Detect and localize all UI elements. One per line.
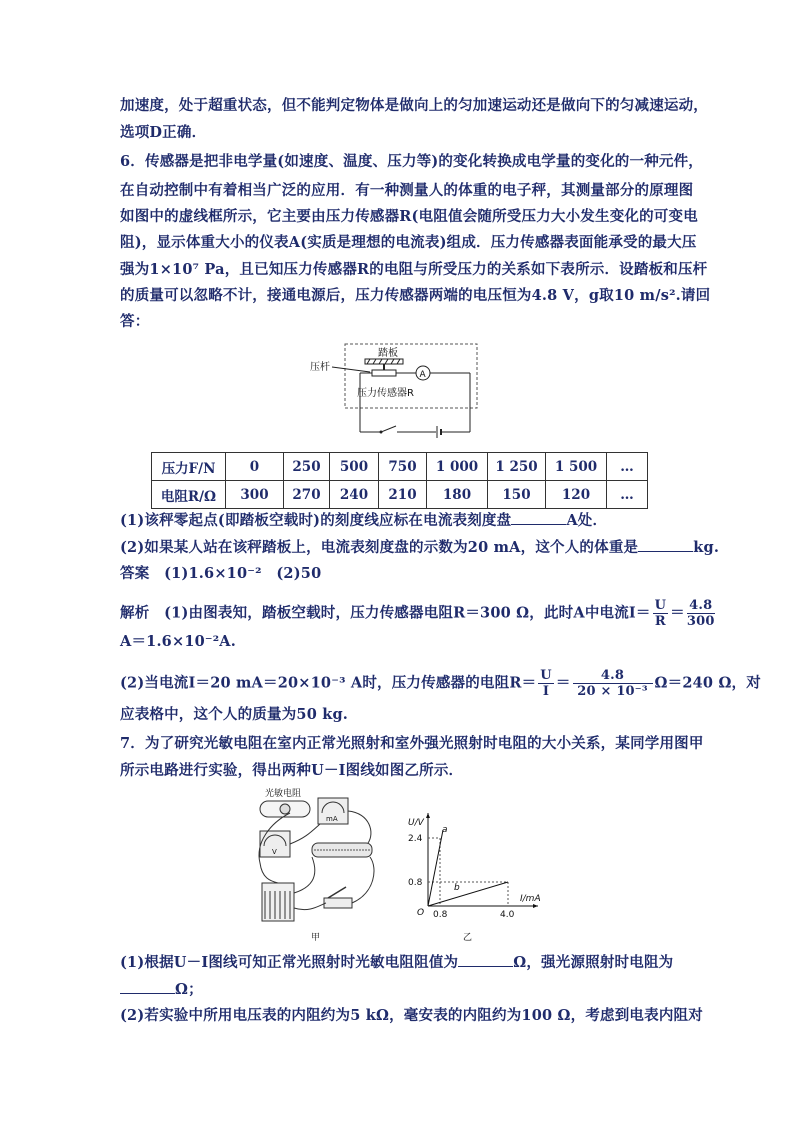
question-7-sub-1-cont [120, 979, 203, 1000]
question-6-line: 强为1×10⁷ Pa，且已知压力传感器R的电阻与所受压力的关系如下表所示．设踏板和压杆 [120, 261, 708, 278]
sub-text: Ω＝240 Ω，对 [654, 674, 761, 692]
question-7-line: 所示电路进行实验，得出两种U－I图线如图乙所示． [120, 762, 464, 779]
table-cell: … [607, 453, 648, 481]
line-a [428, 830, 443, 906]
table-cell: 1 500 [546, 453, 607, 481]
question-6-sub-1 [120, 510, 607, 531]
table-cell: 210 [379, 481, 427, 509]
table-cell: 300 [226, 481, 284, 509]
apparatus-figure [250, 783, 385, 943]
sub-text: A处． [566, 512, 608, 529]
sub-text: kg. [693, 539, 720, 556]
switch-icon [324, 898, 352, 908]
sub-text: Ω； [175, 981, 203, 998]
solution-line: 应表格中，这个人的质量为50 kg. [120, 706, 349, 723]
force-resistance-table [151, 452, 648, 509]
table-row [152, 453, 648, 481]
y-tick-label: 0.8 [408, 878, 423, 888]
question-6-line: 如图中的虚线框所示，它主要由压力传感器R(电阻值会随所受压力大小发生变化的可变电 [120, 208, 698, 225]
text-line: 加速度，处于超重状态，但不能判定物体是做向上的匀加速运动还是做向下的匀减速运动， [120, 97, 708, 114]
pedal-label: 踏板 [378, 348, 398, 359]
answer-blank [511, 510, 566, 525]
table-cell: 0 [226, 453, 284, 481]
table-cell: 180 [427, 481, 488, 509]
table-cell: 500 [330, 453, 379, 481]
table-cell: 压力F/N [152, 453, 226, 481]
sub-text: Ω，强光源照射时电阻为 [513, 954, 674, 971]
question-7-line: 7．为了研究光敏电阻在室内正常光照射和室外强光照射时电阻的大小关系，某同学用图甲 [120, 735, 704, 752]
ammeter-label: A [419, 370, 426, 380]
v-label: V [272, 848, 277, 856]
table-cell: 1 250 [488, 453, 546, 481]
photoresistor-label: 光敏电阻 [265, 789, 302, 799]
y-tick-label: 2.4 [408, 834, 423, 844]
sub-text: (2)如果某人站在该秤踏板上，电流表刻度盘的示数为20 mA，这个人的体重是 [120, 539, 639, 556]
answer-blank [120, 979, 175, 994]
table-cell: 240 [330, 481, 379, 509]
sub-text: 解析 (1)由图表知，踏板空载时，压力传感器电阻R＝300 Ω，此时A中电流I＝ [120, 604, 651, 622]
table-cell: 电阻R/Ω [152, 481, 226, 509]
x-tick-label: 0.8 [433, 910, 448, 920]
solution-line: A＝1.6×10⁻²A. [120, 633, 237, 650]
u-i-graph [398, 808, 543, 943]
table-cell: 750 [379, 453, 427, 481]
sub-text: (1)该秤零起点(即踏板空载时)的刻度线应标在电流表刻度盘 [120, 512, 512, 529]
question-6-line: 6．传感器是把非电学量(如速度、温度、压力等)的变化转换成电学量的变化的一种元件， [120, 153, 704, 170]
figure-caption-jia: 甲 [311, 933, 321, 943]
fraction: $\frac{U}{I}$ [540, 668, 552, 699]
fraction: $\frac{4.8}{300}$ [686, 598, 715, 629]
solution-line: 解析 (1)由图表知，踏板空载时，压力传感器电阻R＝300 Ω，此时A中电流I＝ $\frac{U}{R}$ ＝ $\frac{4.8}{300}$ [120, 598, 715, 629]
question-7-sub-2: (2)若实验中所用电压表的内阻约为5 kΩ，毫安表的内阻约为100 Ω，考虑到电表内阻对 [120, 1007, 703, 1024]
x-axis-label: I/mA [520, 894, 541, 904]
switch-icon [381, 426, 396, 432]
table-cell: 150 [488, 481, 546, 509]
fraction: $\frac{U}{R}$ [654, 598, 667, 629]
table-cell: 250 [284, 453, 330, 481]
table-cell: 1 000 [427, 453, 488, 481]
table-cell: … [607, 481, 648, 509]
table-cell: 120 [546, 481, 607, 509]
rod-label: 压杆 [310, 362, 330, 373]
origin-label: O [417, 908, 425, 918]
answer-blank [638, 537, 693, 552]
table-cell: 270 [284, 481, 330, 509]
x-tick-label: 4.0 [500, 910, 515, 920]
text-line: 选项D正确． [120, 124, 207, 141]
question-6-sub-2 [120, 537, 719, 558]
scale-circuit-diagram [310, 340, 490, 440]
answer-line: 答案 (1)1.6×10⁻² (2)50 [120, 565, 322, 582]
answer-blank [458, 952, 513, 967]
question-6-line: 答： [120, 313, 150, 330]
solution-line: (2)当电流I＝20 mA＝20×10⁻³ A时，压力传感器的电阻R＝ $\frac{U}{I}$ ＝ $\frac{4.8}{\text{20 × 10⁻³}}$ Ω＝240 Ω，对 [120, 668, 761, 699]
line-a-label: a [442, 825, 448, 835]
figure-caption-yi: 乙 [463, 933, 473, 943]
sensor-label: 压力传感器R [357, 388, 414, 399]
line-b-label: b [454, 883, 460, 893]
y-axis-label: U/V [408, 818, 424, 828]
ma-label: mA [326, 815, 338, 823]
battery-icon [262, 883, 294, 921]
question-6-line: 在自动控制中有着相当广泛的应用．有一种测量人的体重的电子秤，其测量部分的原理图 [120, 182, 694, 199]
sub-text: (1)根据U－I图线可知正常光照射时光敏电阻阻值为 [120, 954, 459, 971]
sub-text: (2)当电流I＝20 mA＝20×10⁻³ A时，压力传感器的电阻R＝ [120, 674, 537, 692]
question-7-sub-1 [120, 952, 673, 973]
question-6-line: 的质量可以忽略不计，接通电源后，压力传感器两端的电压恒为4.8 V，g取10 m/s².请回 [120, 287, 711, 304]
question-6-line: 阻)，显示体重大小的仪表A(实质是理想的电流表)组成．压力传感器表面能承受的最大压 [120, 234, 697, 251]
fraction: $\frac{4.8}{\text{20 × 10⁻³}}$ [573, 668, 653, 699]
table-row [152, 481, 648, 509]
